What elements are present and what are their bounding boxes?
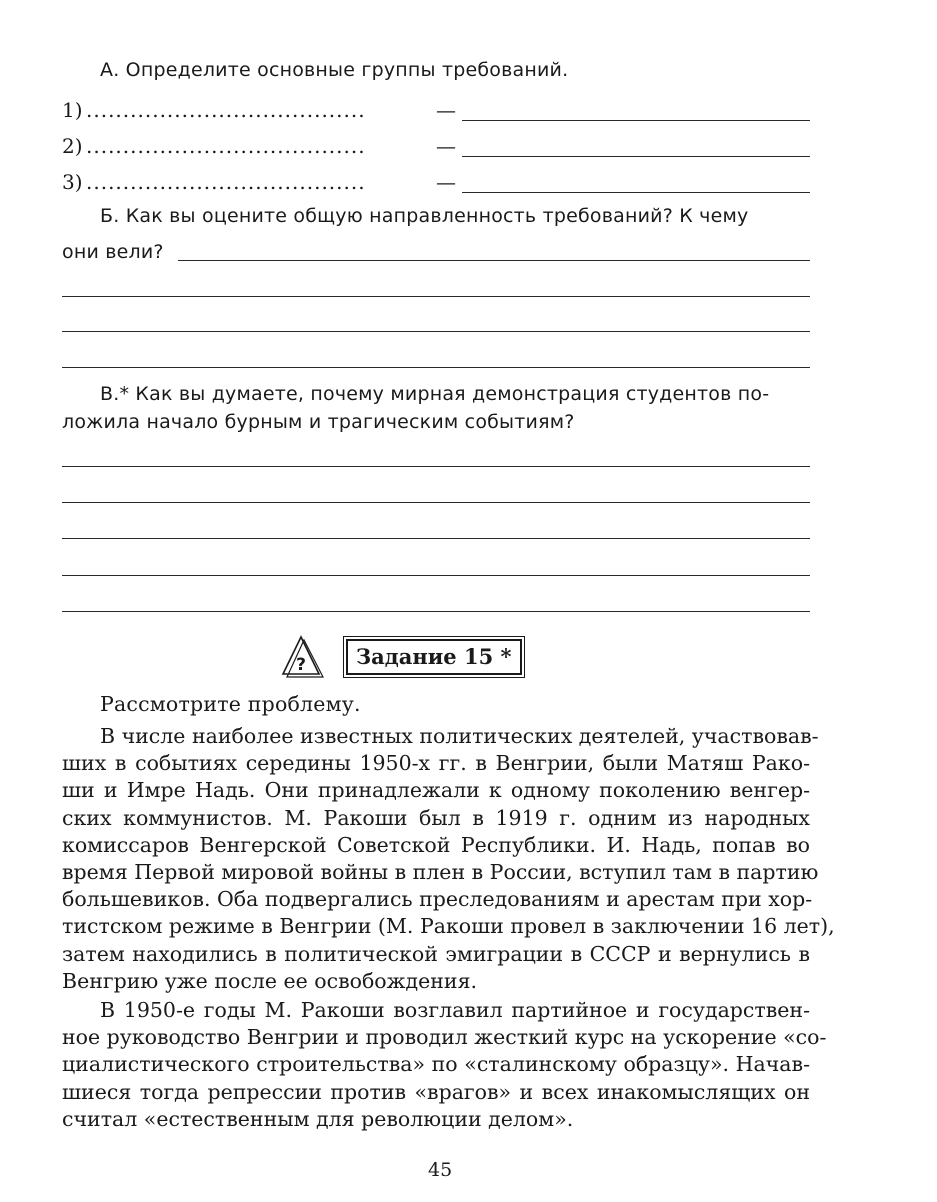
answer-line-2[interactable] bbox=[62, 132, 812, 160]
paragraph-line: циалистического строительства» по «сталинскому образцу». Начав- bbox=[62, 1052, 810, 1077]
answer-dots: ...................................... bbox=[86, 98, 366, 122]
answer-rule[interactable] bbox=[62, 466, 810, 467]
answer-rule[interactable] bbox=[178, 260, 810, 261]
question-b-line1: Б. Как вы оцените общую направленность требований? К чему bbox=[100, 205, 749, 227]
paragraph-line: большевиков. Оба подвергались преследованиям и арестам при хор- bbox=[62, 887, 813, 912]
answer-underline[interactable] bbox=[462, 156, 810, 157]
problem-paragraph-1 bbox=[62, 723, 835, 995]
paragraph-line: ное руководство Венгрии и проводил жесткий курс на ускорение «со- bbox=[62, 1025, 827, 1050]
question-triangle-icon bbox=[281, 634, 325, 680]
answer-dots: ...................................... bbox=[86, 134, 366, 158]
paragraph-line: ских коммунистов. М. Ракоши был в 1919 г. одним из народных bbox=[62, 805, 810, 830]
page-number: 45 bbox=[428, 1159, 453, 1181]
paragraph-line: ших в событиях середины 1950-х гг. в Венгрии, были Матяш Рако- bbox=[62, 751, 810, 776]
answer-rule[interactable] bbox=[62, 538, 810, 539]
answer-underline[interactable] bbox=[462, 120, 810, 121]
paragraph-line: шиеся тогда репрессии против «врагов» и всех инакомыслящих он bbox=[62, 1079, 810, 1104]
paragraph-line: В 1950-е годы М. Ракоши возглавил партийное и государствен- bbox=[100, 998, 810, 1022]
paragraph-line: считал «естественным для революции делом». bbox=[62, 1106, 574, 1131]
paragraph-line: тистском режиме в Венгрии (М. Ракоши провел в заключении 16 лет), bbox=[62, 914, 835, 939]
task-header bbox=[281, 634, 531, 680]
paragraph-line: комиссаров Венгерской Советской Республики. И. Надь, попав во bbox=[62, 832, 810, 857]
paragraph-line: время Первой мировой войны в плен в России, вступил там в партию bbox=[62, 860, 819, 885]
question-b-line2: они вели? bbox=[62, 241, 164, 263]
paragraph-line: затем находились в политической эмиграции в СССР и вернулись в bbox=[62, 941, 810, 966]
answer-dots: ...................................... bbox=[86, 170, 366, 194]
answer-dash: — bbox=[436, 170, 456, 194]
answer-number: 1) bbox=[62, 98, 83, 122]
paragraph-line: ши и Имре Надь. Они принадлежали к одному поколению венгер- bbox=[62, 778, 810, 803]
answer-line-1[interactable] bbox=[62, 96, 812, 124]
answer-rule[interactable] bbox=[62, 502, 810, 503]
problem-paragraph-2 bbox=[62, 997, 827, 1133]
answer-rule[interactable] bbox=[62, 611, 810, 612]
question-c-line1: В.* Как вы думаете, почему мирная демонстрация студентов по- bbox=[100, 383, 770, 405]
answer-rule[interactable] bbox=[62, 367, 810, 368]
answer-underline[interactable] bbox=[462, 192, 810, 193]
answer-number: 3) bbox=[62, 170, 83, 194]
question-a-label: А. Определите основные группы требований. bbox=[100, 59, 569, 81]
answer-dash: — bbox=[436, 98, 456, 122]
answer-line-3[interactable] bbox=[62, 168, 812, 196]
answer-number: 2) bbox=[62, 134, 83, 158]
paragraph-line: Венгрию уже после ее освобождения. bbox=[62, 968, 478, 993]
answer-rule[interactable] bbox=[62, 296, 810, 297]
answer-rule[interactable] bbox=[62, 331, 810, 332]
question-c-line2: ложила начало бурным и трагическим событиям? bbox=[62, 411, 575, 433]
question-mark: ? bbox=[296, 655, 306, 675]
paragraph-line: В числе наиболее известных политических деятелей, участвовав- bbox=[100, 724, 819, 748]
answer-rule[interactable] bbox=[62, 575, 810, 576]
task-title: Задание 15 * bbox=[346, 639, 522, 675]
answer-dash: — bbox=[436, 134, 456, 158]
problem-intro: Рассмотрите проблему. bbox=[100, 692, 361, 716]
